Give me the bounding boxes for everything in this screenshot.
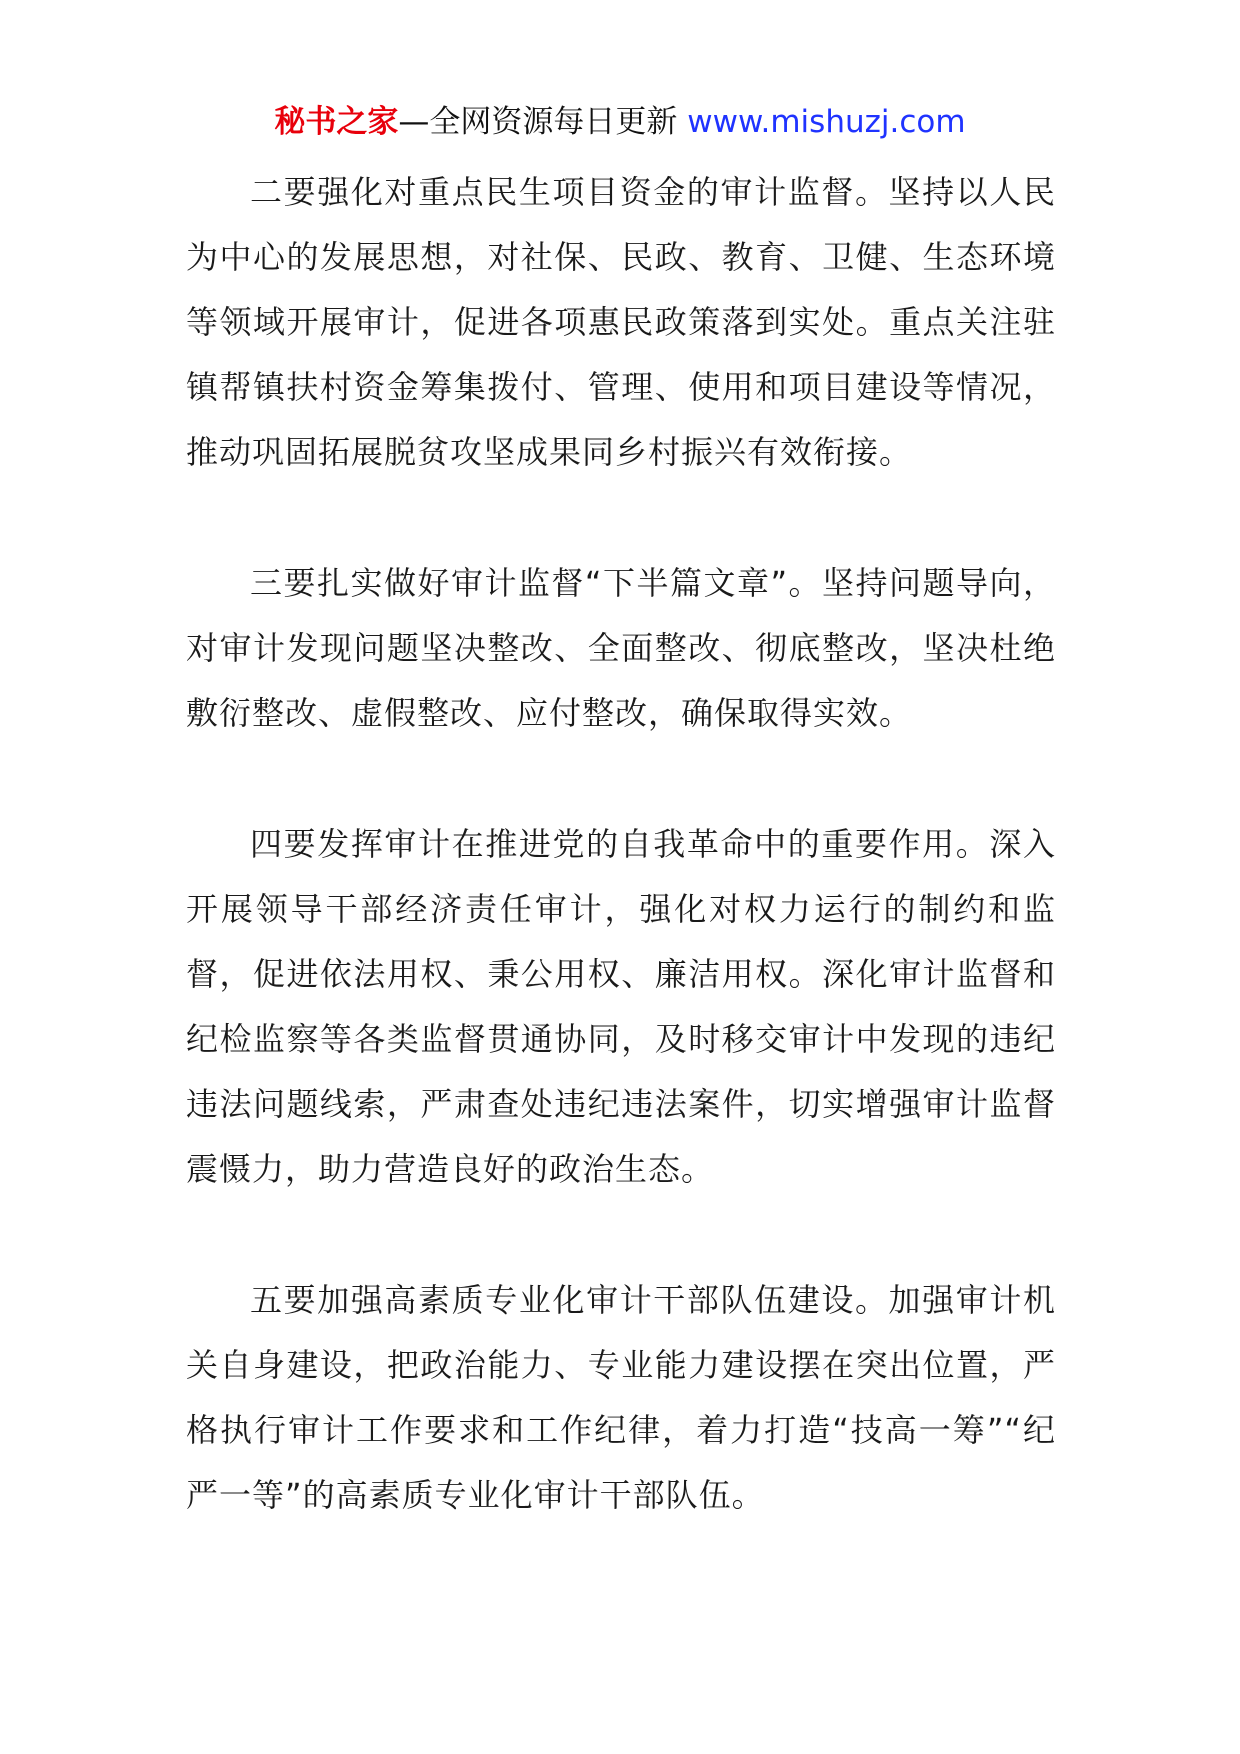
document-body bbox=[186, 160, 1056, 1528]
paragraph-5: 五要加强高素质专业化审计干部队伍建设。加强审计机关自身建设，把政治能力、专业能力建设摆在突出位置，严格执行审计工作要求和工作纪律，着力打造“技高一筹”“纪严一等”的高素质专业化审计干部队伍。 bbox=[186, 1281, 1056, 1514]
paragraph-4: 四要发挥审计在推进党的自我革命中的重要作用。深入开展领导干部经济责任审计，强化对权力运行的制约和监督，促进依法用权、秉公用权、廉洁用权。深化审计监督和纪检监察等各类监督贯通协同，及时移交审计中发现的违纪违法问题线索，严肃查处违纪违法案件，切实增强审计监督震慑力，助力营造良好的政治生态。 bbox=[186, 825, 1056, 1188]
header-tagline: —全网资源每日更新 bbox=[398, 104, 678, 140]
website-link[interactable]: www.mishuzj.com bbox=[687, 104, 966, 140]
paragraph-3: 三要扎实做好审计监督“下半篇文章”。坚持问题导向，对审计发现问题坚决整改、全面整改、彻底整改，坚决杜绝敷衍整改、虚假整改、应付整改，确保取得实效。 bbox=[186, 564, 1056, 732]
paragraph-2: 二要强化对重点民生项目资金的审计监督。坚持以人民为中心的发展思想，对社保、民政、教育、卫健、生态环境等领域开展审计，促进各项惠民政策落到实处。重点关注驻镇帮镇扶村资金筹集拨付、管理、使用和项目建设等情况，推动巩固拓展脱贫攻坚成果同乡村振兴有效衔接。 bbox=[186, 173, 1056, 471]
page-header bbox=[0, 100, 1240, 144]
brand-name: 秘书之家 bbox=[274, 104, 399, 140]
